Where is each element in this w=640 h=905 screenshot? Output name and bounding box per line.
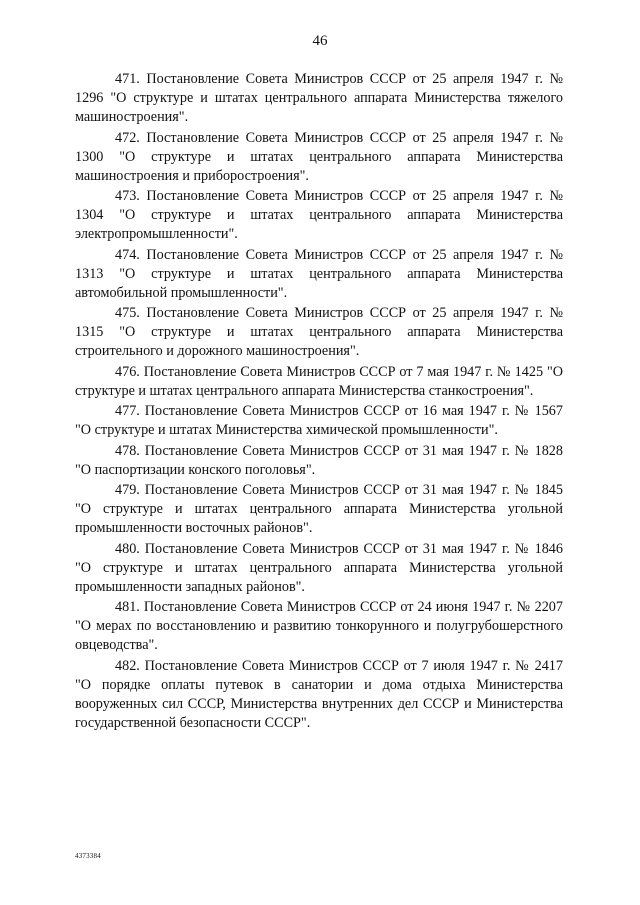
list-item: 480. Постановление Совета Министров СССР от 31 мая 1947 г. № 1846 "О структуре и штатах центрального аппарата Министерства угольной промышленности западных районов". [75,540,563,595]
list-item: 481. Постановление Совета Министров СССР от 24 июня 1947 г. № 2207 "О мерах по восстановлению и развитию тонкорунного и полугрубошерстного овцеводства". [75,599,563,653]
list-item: 478. Постановление Совета Министров СССР от 31 мая 1947 г. № 1828 "О паспортизации конского поголовья". [75,442,563,478]
list-item: 482. Постановление Совета Министров СССР от 7 июля 1947 г. № 2417 "О порядке оплаты путевок в санатории и дома отдыха Министерства вооруженных сил СССР, Министерства внутренних дел СССР и Министерства государственной безопасности СССР". [75,657,563,731]
list-item: 474. Постановление Совета Министров СССР от 25 апреля 1947 г. № 1313 "О структуре и штатах центрального аппарата Министерства автомобильной промышленности". [75,246,563,301]
list-item: 472. Постановление Совета Министров СССР от 25 апреля 1947 г. № 1300 "О структуре и штатах центрального аппарата Министерства машиностроения и приборостроения". [75,129,563,184]
list-item: 473. Постановление Совета Министров СССР от 25 апреля 1947 г. № 1304 "О структуре и штатах центрального аппарата Министерства электропромышленности". [75,188,563,242]
list-item: 471. Постановление Совета Министров СССР от 25 апреля 1947 г. № 1296 "О структуре и штатах центрального аппарата Министерства тяжелого машиностроения". [75,71,563,125]
list-item: 475. Постановление Совета Министров СССР от 25 апреля 1947 г. № 1315 "О структуре и штатах центрального аппарата Министерства строительного и дорожного машиностроения". [75,305,563,359]
footer-code: 4373384 [75,852,101,860]
page-number: 46 [312,33,328,49]
list-item: 479. Постановление Совета Министров СССР от 31 мая 1947 г. № 1845 "О структуре и штатах центрального аппарата Министерства угольной промышленности восточных районов". [75,482,563,536]
list-item: 476. Постановление Совета Министров СССР от 7 мая 1947 г. № 1425 "О структуре и штатах центрального аппарата Министерства станкостроения". [75,363,563,399]
resolution-list [75,70,563,734]
list-item: 477. Постановление Совета Министров СССР от 16 мая 1947 г. № 1567 "О структуре и штатах Министерства химической промышленности". [75,403,563,438]
